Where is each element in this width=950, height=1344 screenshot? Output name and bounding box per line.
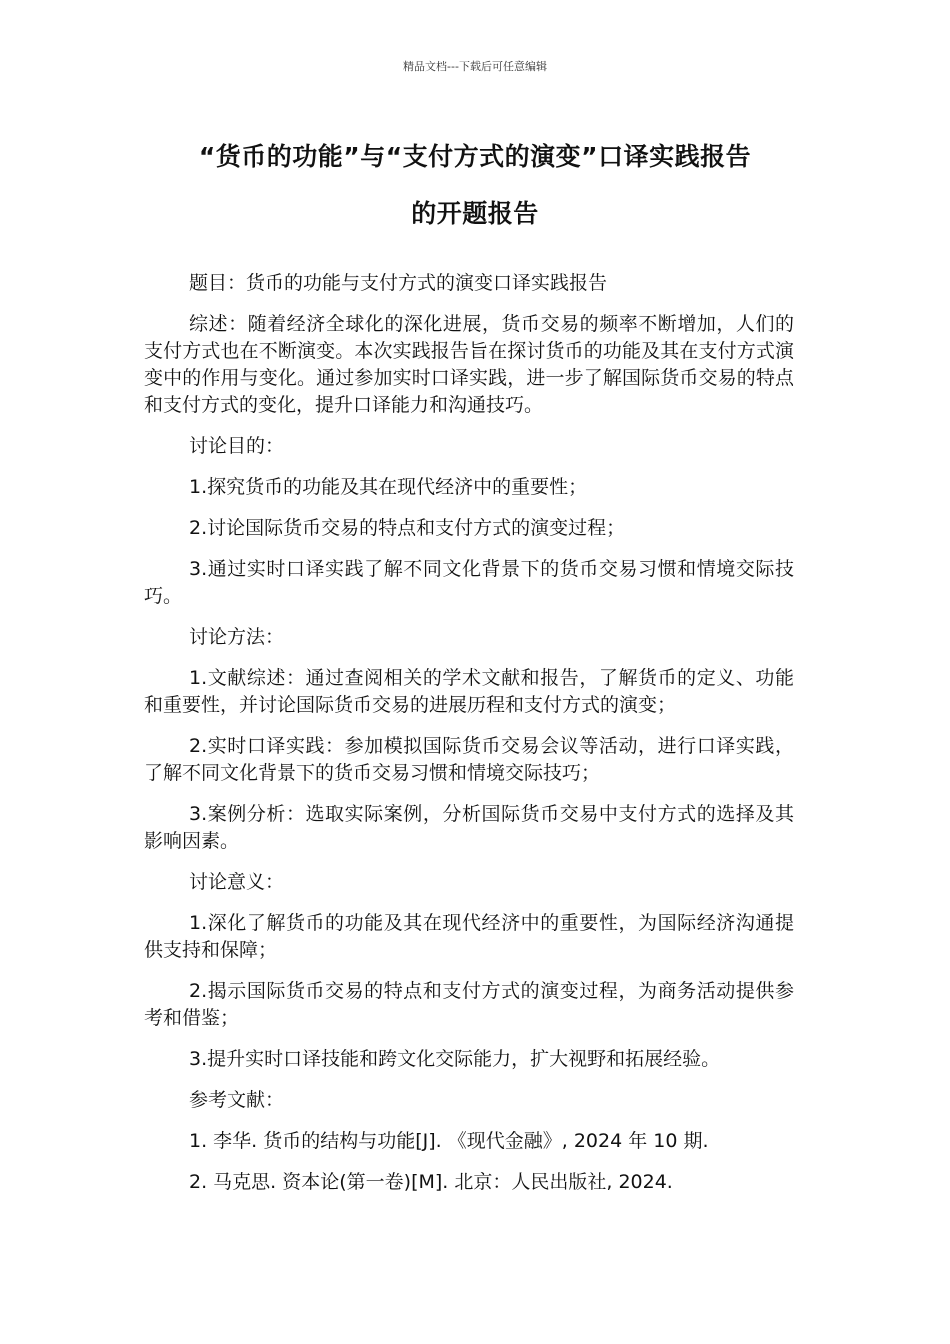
- method-item-2: 2.实时口译实践：参加模拟国际货币交易会议等活动，进行口译实践，了解不同文化背景下的货币交易习惯和情境交际技巧；: [144, 735, 794, 784]
- purpose-item-1: 1.探究货币的功能及其在现代经济中的重要性；: [189, 476, 588, 498]
- reference-item-1: 1. 李华. 货币的结构与功能[J]. 《现代金融》, 2024 年 10 期.: [189, 1130, 709, 1152]
- significance-heading: 讨论意义：: [189, 871, 285, 893]
- significance-item-2: 2.揭示国际货币交易的特点和支付方式的演变过程，为商务活动提供参考和借鉴；: [144, 980, 794, 1029]
- significance-item-1: 1.深化了解货币的功能及其在现代经济中的重要性，为国际经济沟通提供支持和保障；: [144, 912, 794, 961]
- document-body: [144, 270, 794, 1210]
- method-heading: 讨论方法：: [189, 626, 285, 648]
- topic-paragraph: 题目：货币的功能与支付方式的演变口译实践报告: [189, 272, 608, 294]
- purpose-heading: 讨论目的：: [189, 435, 285, 457]
- method-item-1: 1.文献综述：通过查阅相关的学术文献和报告，了解货币的定义、功能和重要性，并讨论国际货币交易的进展历程和支付方式的演变；: [144, 667, 794, 716]
- title-line-2: 的开题报告: [411, 199, 539, 228]
- significance-item-3: 3.提升实时口译技能和跨文化交际能力，扩大视野和拓展经验。: [189, 1048, 721, 1070]
- method-item-3: 3.案例分析：选取实际案例，分析国际货币交易中支付方式的选择及其影响因素。: [144, 803, 794, 852]
- title-line-1: “货币的功能”与“支付方式的演变”口译实践报告: [198, 142, 752, 171]
- purpose-item-3: 3.通过实时口译实践了解不同文化背景下的货币交易习惯和情境交际技巧。: [144, 558, 794, 607]
- reference-item-2: 2. 马克思. 资本论(第一卷)[M]. 北京：人民出版社, 2024.: [189, 1171, 673, 1193]
- references-heading: 参考文献：: [189, 1089, 285, 1111]
- header-note: 精品文档---下载后可任意编辑: [403, 60, 547, 73]
- purpose-item-2: 2.讨论国际货币交易的特点和支付方式的演变过程；: [189, 517, 626, 539]
- document-title: [130, 128, 820, 242]
- summary-paragraph: 综述：随着经济全球化的深化进展，货币交易的频率不断增加，人们的支付方式也在不断演变。本次实践报告旨在探讨货币的功能及其在支付方式演变中的作用与变化。通过参加实时口译实践，进一步了解国际货币交易的特点和支付方式的变化，提升口译能力和沟通技巧。: [144, 313, 794, 416]
